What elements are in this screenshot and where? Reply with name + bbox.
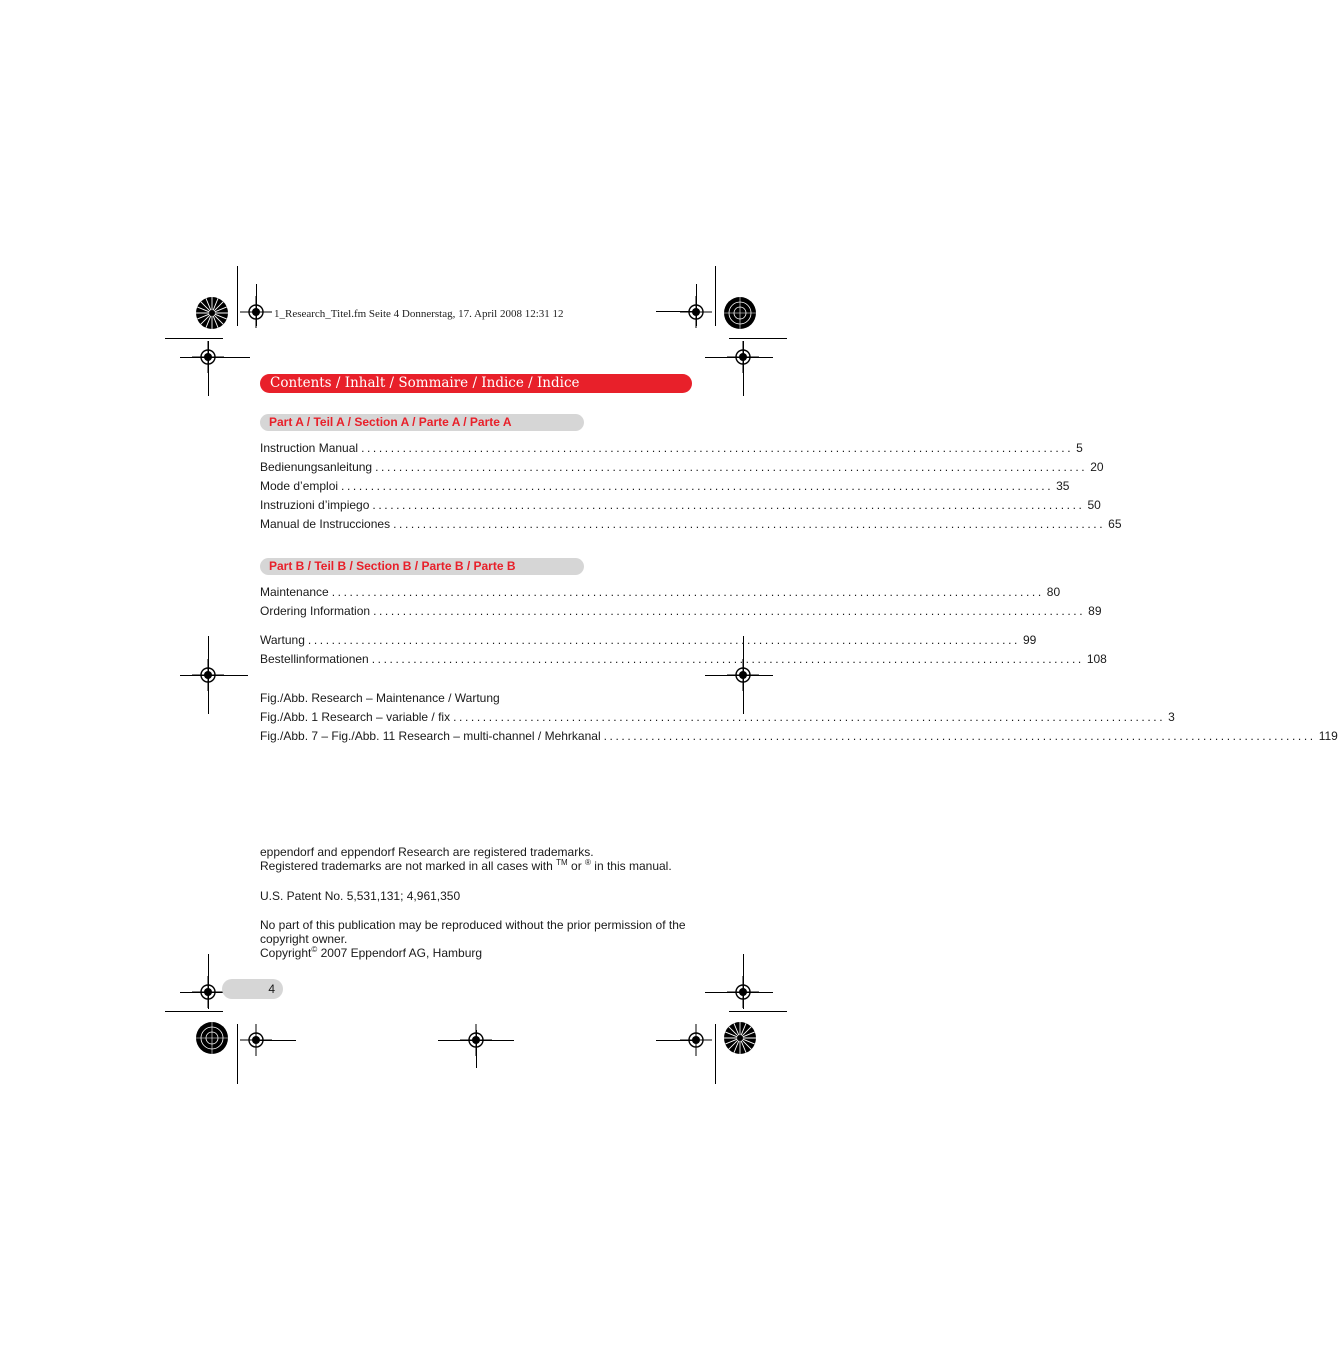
page-number-badge [222,979,283,999]
crop-mark [656,311,696,312]
toc-entry-label: Fig./Abb. 1 Research – variable / fix [260,710,451,724]
registered-symbol: ® [585,858,591,867]
starburst-target-icon [195,1021,229,1055]
toc-entry[interactable] [260,478,1070,494]
toc-entry-page: 89 [1088,604,1102,618]
crop-mark [208,341,209,396]
crop-mark [743,954,744,1009]
contents-title: Contents / Inhalt / Sommaire / Indice / Indice [270,375,580,391]
crop-mark [705,357,773,358]
crop-mark [256,284,257,326]
dot-leader: ........................................................................................................................ [341,479,1054,493]
trademark-text: in this manual. [590,859,672,873]
toc-entry-label: Wartung [260,633,305,647]
toc-entry-page: 99 [1022,633,1037,647]
toc-entry-page: 20 [1090,460,1104,474]
toc-entry-page: 5 [1076,441,1083,455]
toc-entry[interactable] [260,709,1175,725]
crop-mark [165,1011,223,1012]
toc-entry[interactable] [260,440,1083,456]
dot-leader: ........................................................................................................................ [331,585,1044,599]
toc-entry[interactable] [260,497,1101,513]
dot-leader: ........................................................................................................................ [373,604,1086,618]
starburst-target-icon [195,296,229,330]
crop-mark [715,266,716,326]
crop-mark [476,1030,477,1068]
toc-entry-page: 108 [1086,652,1107,666]
starburst-target-icon [723,1021,757,1055]
dot-leader: ........................................................................................................................ [375,460,1088,474]
crop-mark [256,1040,296,1041]
toc-entry[interactable] [260,603,1102,619]
toc-entry-label: Instruzioni d’impiego [260,498,370,512]
file-header-line: 1_Research_Titel.fm Seite 4 Donnerstag, 17. April 2008 12:31 12 [274,308,564,320]
toc-entry-label: Bestellinformationen [260,652,369,666]
dot-leader: ........................................................................................................................ [603,729,1316,743]
crop-mark [705,992,773,993]
toc-entry[interactable] [260,584,1061,600]
part-a-heading-bar [260,414,584,431]
crop-mark [208,954,209,1009]
toc-entry-label: Mode d’emploi [260,479,339,493]
crop-mark [705,675,773,676]
starburst-target-icon [723,296,757,330]
part-a-heading: Part A / Teil A / Section A / Parte A / Parte A [269,415,512,429]
toc-entry-label: Maintenance [260,585,329,599]
dot-leader: ........................................................................................................................ [372,498,1085,512]
patent-line: U.S. Patent No. 5,531,131; 4,961,350 [260,889,461,903]
toc-entry[interactable] [260,651,1107,667]
reproduction-line-2: copyright owner. [260,932,348,946]
dot-leader: ........................................................................................................................ [361,441,1074,455]
toc-entry[interactable] [260,516,1122,532]
toc-entry-label: Instruction Manual [260,441,359,455]
reproduction-line-1: No part of this publication may be reproduced without the prior permission of the [260,918,686,932]
crop-mark [743,341,744,396]
copyright-text: 2007 Eppendorf AG, Hamburg [317,946,483,960]
toc-entry[interactable] [260,632,1037,648]
trademark-text: or [567,859,586,873]
crop-mark [180,357,250,358]
tm-symbol: TM [556,858,568,867]
contents-title-bar [260,374,692,393]
crop-mark [729,1011,787,1012]
toc-entry-page: 50 [1087,498,1101,512]
crop-mark [237,266,238,326]
crop-mark [656,1040,696,1041]
crop-mark [696,284,697,326]
copyright-text: Copyright [260,946,312,960]
dot-leader: ........................................................................................................................ [371,652,1084,666]
dot-leader: ........................................................................................................................ [393,517,1106,531]
toc-entry-label: Manual de Instrucciones [260,517,391,531]
toc-entry-page: 119 [1318,729,1338,743]
toc-entry[interactable] [260,728,1338,744]
toc-entry-page: 3 [1168,710,1175,724]
crop-mark [165,338,223,339]
crop-mark [237,1024,238,1084]
part-b-heading: Part B / Teil B / Section B / Parte B / Parte B [269,559,516,573]
toc-entry[interactable] [260,459,1104,475]
trademark-text: Registered trademarks are not marked in all cases with [260,859,557,873]
crop-mark [715,1024,716,1084]
toc-entry-label: Bedienungsanleitung [260,460,373,474]
toc-entry-page: 80 [1046,585,1061,599]
trademark-line-2 [260,859,672,873]
crop-mark [180,675,248,676]
dot-leader: ........................................................................................................................ [453,710,1166,724]
copyright-symbol: © [311,945,318,954]
toc-entry-label: Fig./Abb. 7 – Fig./Abb. 11 Research – multi-channel / Mehrkanal [260,729,601,743]
toc-entry-label: Ordering Information [260,604,371,618]
dot-leader: ........................................................................................................................ [307,633,1020,647]
page-number: 4 [268,982,275,996]
copyright-line [260,946,482,960]
toc-entry-page: 65 [1108,517,1122,531]
figures-heading: Fig./Abb. Research – Maintenance / Wartung [260,691,500,705]
part-b-heading-bar [260,558,584,575]
crop-mark [729,338,787,339]
trademark-line-1: eppendorf and eppendorf Research are registered trademarks. [260,845,594,859]
toc-entry-page: 35 [1056,479,1070,493]
